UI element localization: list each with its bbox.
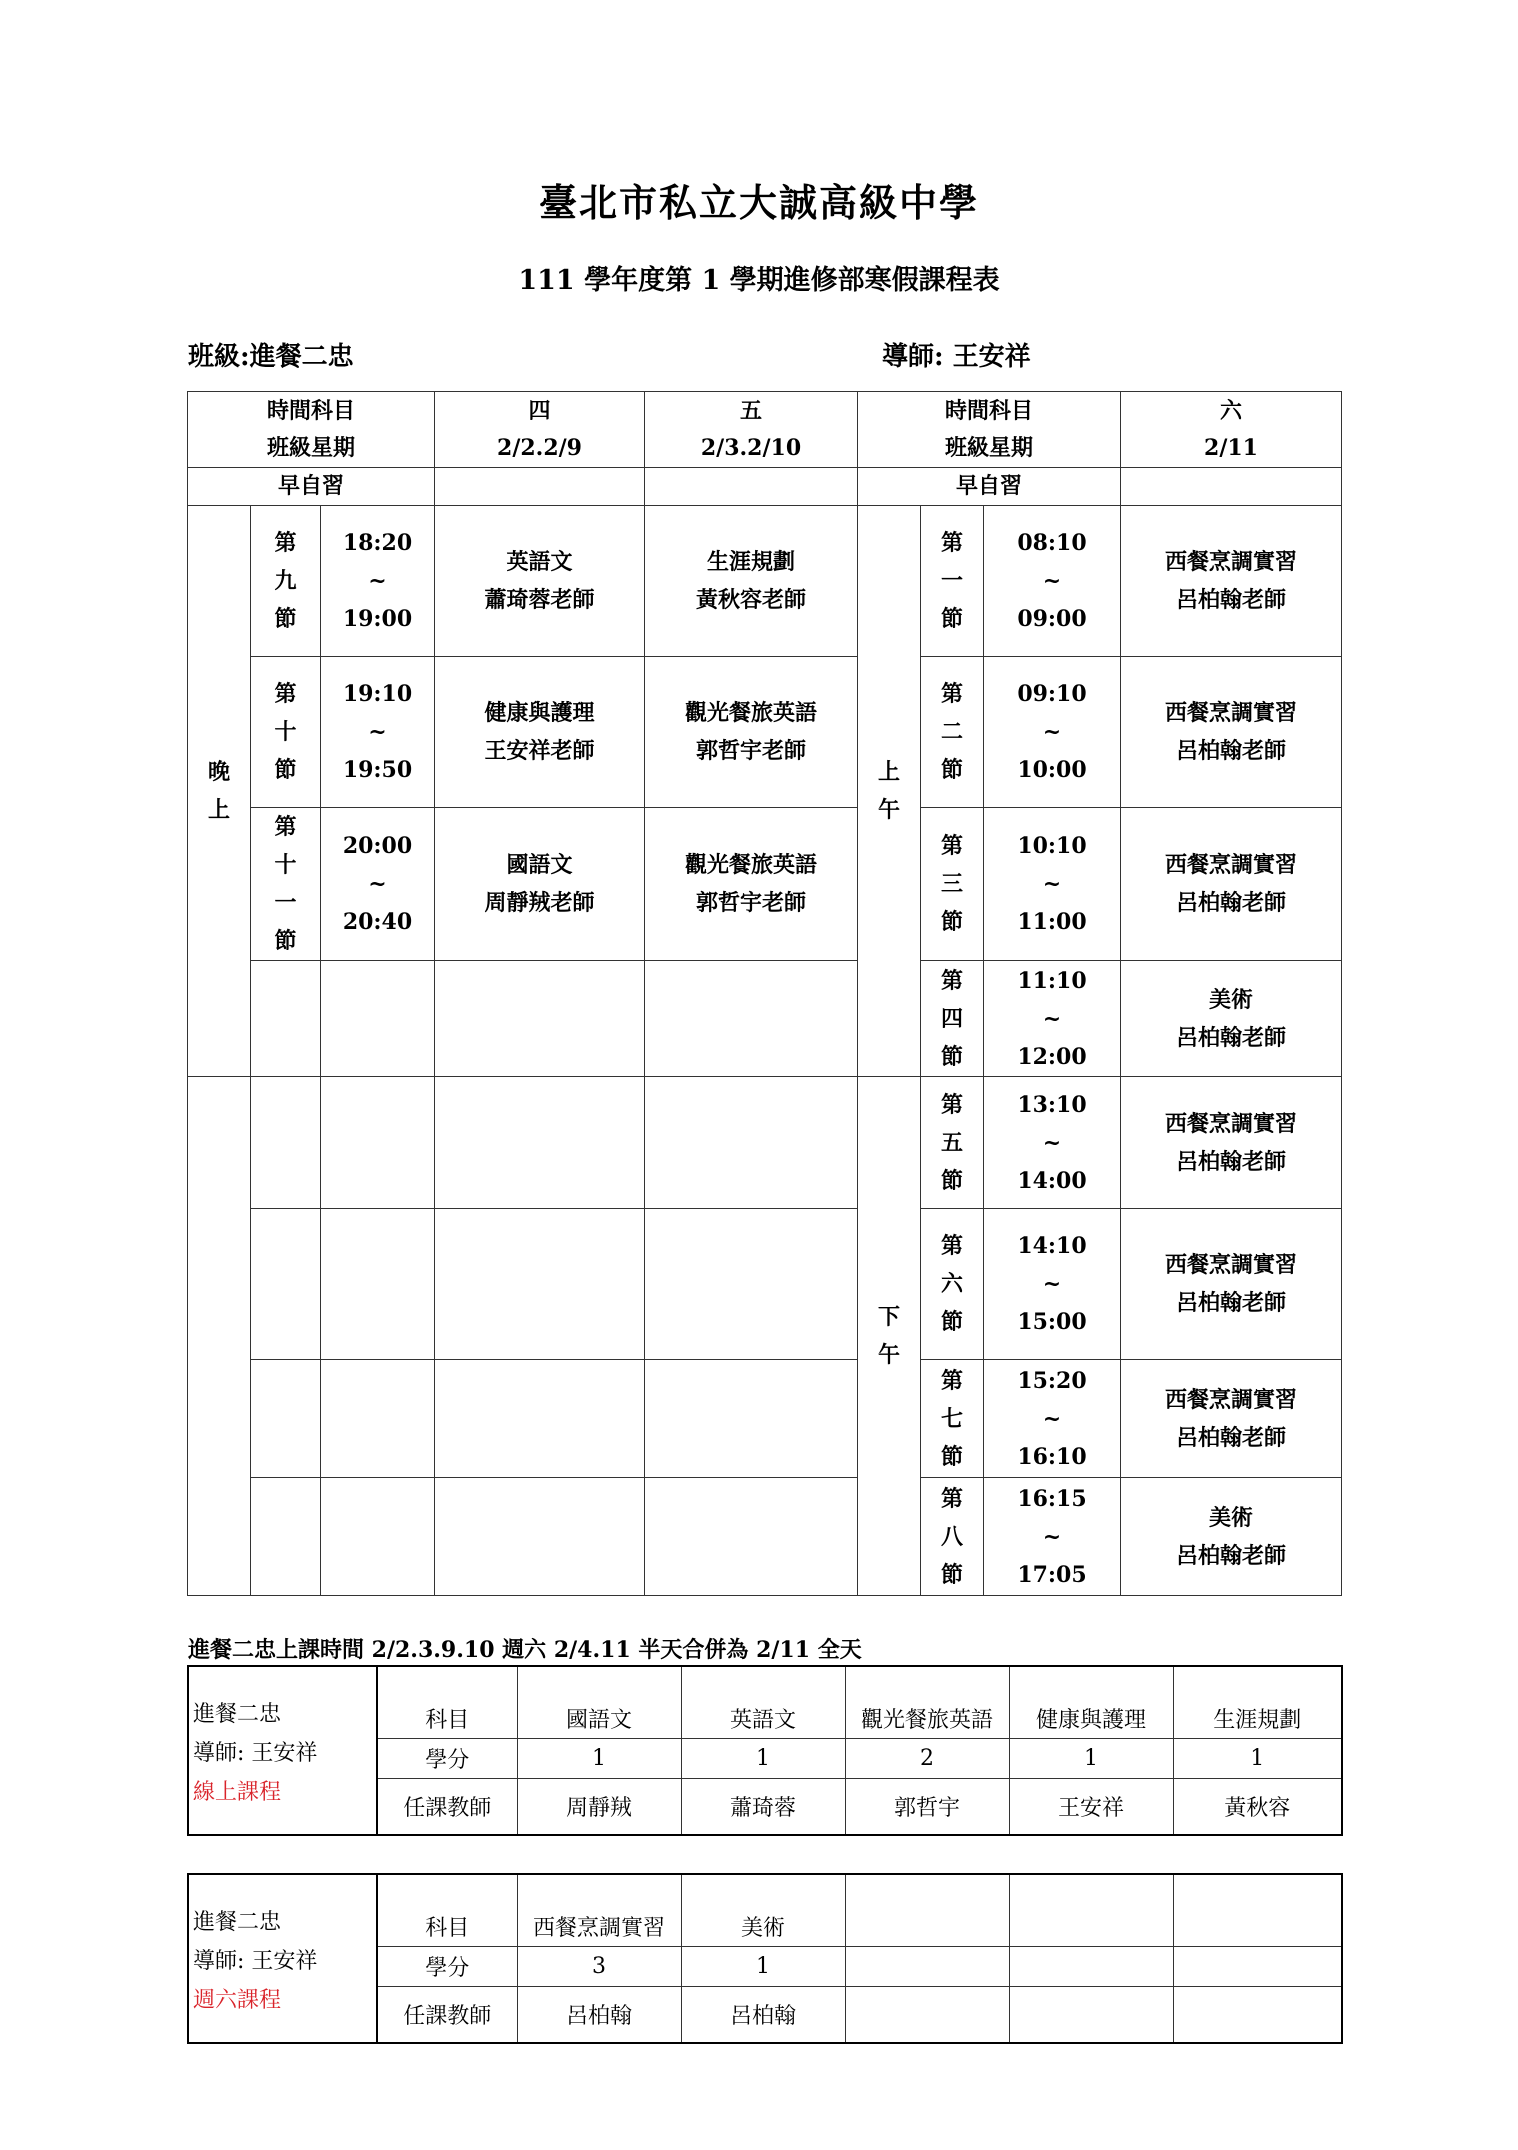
pm-label: 下 午 — [858, 1077, 921, 1596]
morning-study-left: 早自習 — [188, 468, 435, 506]
period-name: 第 三 節 — [921, 808, 984, 961]
row-header-subject: 科目 — [377, 1666, 517, 1738]
corner-line1: 時間科目 — [944, 397, 1033, 424]
teacher-cell: 黃秋容 — [1173, 1778, 1342, 1835]
corner-line2: 班級星期 — [266, 434, 355, 461]
empty-cell — [435, 1360, 645, 1478]
credit-cell: 1 — [1009, 1738, 1173, 1778]
period-row — [188, 1360, 1342, 1478]
period-time: 15:20 ~ 16:10 — [984, 1360, 1121, 1478]
homeroom-teacher: 導師: 王安祥 — [193, 1949, 318, 1974]
subject-cell: 觀光餐旅英語 — [845, 1666, 1009, 1738]
class-cell-sat: 西餐烹調實習 呂柏翰老師 — [1121, 808, 1342, 961]
am-label: 上 午 — [858, 506, 921, 1077]
empty-cell — [321, 961, 435, 1077]
teacher-cell: 王安祥 — [1009, 1778, 1173, 1835]
period-name: 第 六 節 — [921, 1209, 984, 1360]
header-saturday — [1121, 392, 1342, 468]
credit-cell: 1 — [1173, 1738, 1342, 1778]
row-header-teacher: 任課教師 — [377, 1778, 517, 1835]
header-corner-right — [858, 392, 1121, 468]
class-cell-sat: 西餐烹調實習 呂柏翰老師 — [1121, 1360, 1342, 1478]
class-cell-thu: 英語文 蕭琦蓉老師 — [435, 506, 645, 657]
empty-cell — [251, 1209, 321, 1360]
teacher-cell: 呂柏翰 — [517, 1986, 681, 2043]
subject-cell: 健康與護理 — [1009, 1666, 1173, 1738]
teacher-cell: 周靜羢 — [517, 1778, 681, 1835]
empty-cell — [251, 1478, 321, 1596]
evening-label: 晚 上 — [188, 506, 251, 1077]
period-time: 14:10 ~ 15:00 — [984, 1209, 1121, 1360]
saturday-class-info — [188, 1874, 377, 2043]
schedule-note: 進餐二忠上課時間 2/2.3.9.10 週六 2/4.11 半天合併為 2/11 全天 — [188, 1637, 862, 1663]
morning-study-row — [188, 468, 1342, 506]
credit-cell: 2 — [845, 1738, 1009, 1778]
header-thursday — [435, 392, 645, 468]
period-name: 第 八 節 — [921, 1478, 984, 1596]
empty-cell — [321, 1478, 435, 1596]
day-sat: 六 — [1219, 397, 1242, 424]
credit-cell: 1 — [681, 1946, 845, 1986]
period-name: 第 一 節 — [921, 506, 984, 657]
period-row — [188, 1478, 1342, 1596]
period-time: 09:10 ~ 10:00 — [984, 657, 1121, 808]
credit-cell: 3 — [517, 1946, 681, 1986]
subject-cell — [1173, 1874, 1342, 1946]
empty-cell — [645, 1077, 858, 1209]
class-cell-thu: 健康與護理 王安祥老師 — [435, 657, 645, 808]
period-time: 20:00 ~ 20:40 — [321, 808, 435, 961]
schedule-table — [187, 391, 1342, 1596]
empty-cell — [435, 468, 645, 506]
class-cell-thu: 國語文 周靜羢老師 — [435, 808, 645, 961]
period-name: 第 四 節 — [921, 961, 984, 1077]
teacher-cell — [845, 1986, 1009, 2043]
teacher-cell: 蕭琦蓉 — [681, 1778, 845, 1835]
period-name: 第 五 節 — [921, 1077, 984, 1209]
homeroom-teacher-label: 導師: 王安祥 — [882, 342, 1031, 372]
header-corner-left — [188, 392, 435, 468]
teacher-cell: 郭哲宇 — [845, 1778, 1009, 1835]
school-name: 臺北市私立大誠高級中學 — [538, 180, 979, 225]
homeroom-teacher: 導師: 王安祥 — [193, 1741, 318, 1766]
class-label: 班級:進餐二忠 — [188, 342, 354, 372]
empty-cell — [645, 1209, 858, 1360]
header-friday — [645, 392, 858, 468]
subject-cell: 西餐烹調實習 — [517, 1874, 681, 1946]
subject-cell: 英語文 — [681, 1666, 845, 1738]
row-header-credit: 學分 — [377, 1946, 517, 1986]
credit-cell — [1173, 1946, 1342, 1986]
row-header-teacher: 任課教師 — [377, 1986, 517, 2043]
date-sat: 2/11 — [1204, 434, 1258, 461]
empty-cell — [321, 1077, 435, 1209]
saturday-courses-table — [187, 1873, 1343, 2044]
header-row — [188, 392, 1342, 468]
empty-cell — [435, 1077, 645, 1209]
empty-cell — [645, 961, 858, 1077]
period-name: 第 二 節 — [921, 657, 984, 808]
credit-cell: 1 — [681, 1738, 845, 1778]
period-time: 16:15 ~ 17:05 — [984, 1478, 1121, 1596]
class-cell-sat: 西餐烹調實習 呂柏翰老師 — [1121, 506, 1342, 657]
period-time: 19:10 ~ 19:50 — [321, 657, 435, 808]
class-cell-sat: 美術 呂柏翰老師 — [1121, 961, 1342, 1077]
class-cell-sat: 西餐烹調實習 呂柏翰老師 — [1121, 1209, 1342, 1360]
corner-line1: 時間科目 — [266, 397, 355, 424]
period-time: 08:10 ~ 09:00 — [984, 506, 1121, 657]
period-time: 18:20 ~ 19:00 — [321, 506, 435, 657]
online-courses-table — [187, 1665, 1343, 1836]
empty-cell — [321, 1209, 435, 1360]
period-time: 13:10 ~ 14:00 — [984, 1077, 1121, 1209]
period-row — [188, 506, 1342, 657]
period-name: 第 七 節 — [921, 1360, 984, 1478]
row-header-credit: 學分 — [377, 1738, 517, 1778]
teacher-cell: 呂柏翰 — [681, 1986, 845, 2043]
period-time: 11:10 ~ 12:00 — [984, 961, 1121, 1077]
online-class-info — [188, 1666, 377, 1835]
date-thu: 2/2.2/9 — [497, 434, 582, 461]
period-name: 第 十 一 節 — [251, 808, 321, 961]
empty-cell — [321, 1360, 435, 1478]
period-row — [188, 961, 1342, 1077]
document-subtitle: 111 學年度第 1 學期進修部寒假課程表 — [518, 265, 1000, 296]
class-cell-sat: 西餐烹調實習 呂柏翰老師 — [1121, 1077, 1342, 1209]
period-time: 10:10 ~ 11:00 — [984, 808, 1121, 961]
subject-cell: 生涯規劃 — [1173, 1666, 1342, 1738]
empty-cell — [645, 468, 858, 506]
empty-cell — [645, 1478, 858, 1596]
class-cell-sat: 美術 呂柏翰老師 — [1121, 1478, 1342, 1596]
empty-cell — [435, 961, 645, 1077]
subject-cell: 美術 — [681, 1874, 845, 1946]
day-fri: 五 — [739, 397, 762, 424]
class-cell-sat: 西餐烹調實習 呂柏翰老師 — [1121, 657, 1342, 808]
class-name: 進餐二忠 — [193, 1702, 282, 1727]
period-row — [188, 1209, 1342, 1360]
teacher-cell — [1173, 1986, 1342, 2043]
period-row — [188, 657, 1342, 808]
empty-cell — [251, 1360, 321, 1478]
credit-cell — [845, 1946, 1009, 1986]
online-courses-tag: 線上課程 — [193, 1780, 282, 1805]
empty-cell — [435, 1478, 645, 1596]
empty-cell — [188, 1077, 251, 1596]
empty-cell — [251, 961, 321, 1077]
period-row — [188, 808, 1342, 961]
empty-cell — [251, 1077, 321, 1209]
morning-study-right: 早自習 — [858, 468, 1121, 506]
class-cell-fri: 觀光餐旅英語 郭哲宇老師 — [645, 808, 858, 961]
period-name: 第 九 節 — [251, 506, 321, 657]
credit-cell: 1 — [517, 1738, 681, 1778]
class-cell-fri: 觀光餐旅英語 郭哲宇老師 — [645, 657, 858, 808]
row-header-subject: 科目 — [377, 1874, 517, 1946]
empty-cell — [645, 1360, 858, 1478]
period-name: 第 十 節 — [251, 657, 321, 808]
subject-cell — [1009, 1874, 1173, 1946]
period-row — [188, 1077, 1342, 1209]
day-thu: 四 — [528, 397, 551, 424]
class-cell-fri: 生涯規劃 黃秋容老師 — [645, 506, 858, 657]
date-fri: 2/3.2/10 — [700, 434, 802, 461]
empty-cell — [1121, 468, 1342, 506]
subject-cell — [845, 1874, 1009, 1946]
subject-row — [188, 1666, 1342, 1738]
corner-line2: 班級星期 — [944, 434, 1033, 461]
subject-row — [188, 1874, 1342, 1946]
credit-cell — [1009, 1946, 1173, 1986]
class-name: 進餐二忠 — [193, 1910, 282, 1935]
empty-cell — [435, 1209, 645, 1360]
saturday-courses-tag: 週六課程 — [193, 1988, 282, 2013]
teacher-cell — [1009, 1986, 1173, 2043]
subject-cell: 國語文 — [517, 1666, 681, 1738]
